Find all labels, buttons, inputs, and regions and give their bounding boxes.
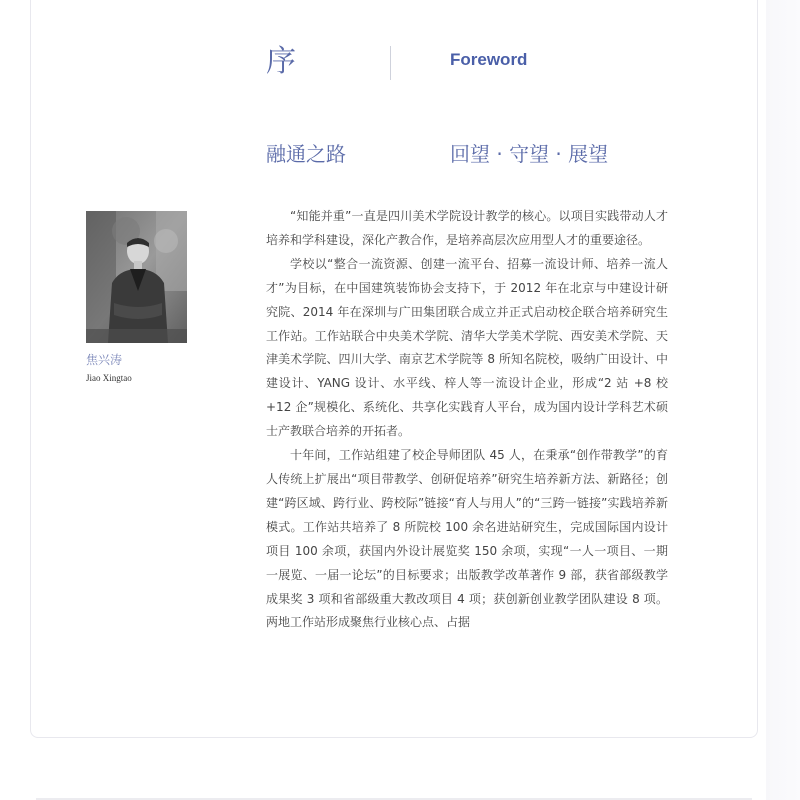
- body-paragraph: 十年间，工作站组建了校企导师团队 45 人，在秉承“创作带教学”的育人传统上扩展出“项目带教学、创研促培养”研究生培养新方法、新路径；创建“跨区域、跨行业、跨校际”链接“育人与用人”的“三跨一链接”实践培养新模式。工作站共培养了 8 所院校 100 余名进站研究生，完成国际国内设计项目 100 余项，获国内外设计展览奖 150 余项，实现“一人一项目、一期一展览、一届一论坛”的目标要求；出版教学改革著作 9 部，获省部级教学成果奖 3 项和省部级重大教改项目 4 项；获创新创业教学团队建设 8 项。两地工作站形成聚焦行业核心点、占据: [266, 448, 668, 630]
- author-portrait-icon: [86, 211, 187, 343]
- subtitle-main: 融通之路: [266, 142, 346, 166]
- subtitle-secondary: 回望 · 守望 · 展望: [450, 142, 609, 166]
- title-chinese: 序: [266, 44, 296, 79]
- title-divider: [390, 46, 391, 80]
- title-english: Foreword: [450, 50, 528, 69]
- body-paragraph: “知能并重”一直是四川美术学院设计教学的核心。以项目实践带动人才培养和学科建设，深化产教合作，是培养高层次应用型人才的重要途径。: [266, 209, 668, 247]
- foreword-body: [266, 205, 668, 635]
- author-name: 焦兴涛: [86, 353, 123, 367]
- adjacent-page-edge: [766, 0, 800, 800]
- portrait-photo-icon: [86, 211, 187, 343]
- author-name-pinyin: Jiao Xingtao: [86, 373, 132, 383]
- body-paragraph: 学校以“整合一流资源、创建一流平台、招募一流设计师、培养一流人才”为目标，在中国建筑装饰协会支持下，于 2012 年在北京与中建设计研究院、2014 年在深圳与广田集团联合成立并正式启动校企联合培养研究生工作站。工作站联合中央美术学院、清华大学美术学院、西安美术学院、天津美术学院、四川大学、南京艺术学院等 8 所知名院校，吸纳广田设计、中建设计、YANG 设计、水平线、梓人等一流设计企业，形成“2 站 +8 校 +12 企”规模化、系统化、共享化实践育人平台，成为国内设计学科艺术硕士产教联合培养的开拓者。: [266, 256, 668, 439]
